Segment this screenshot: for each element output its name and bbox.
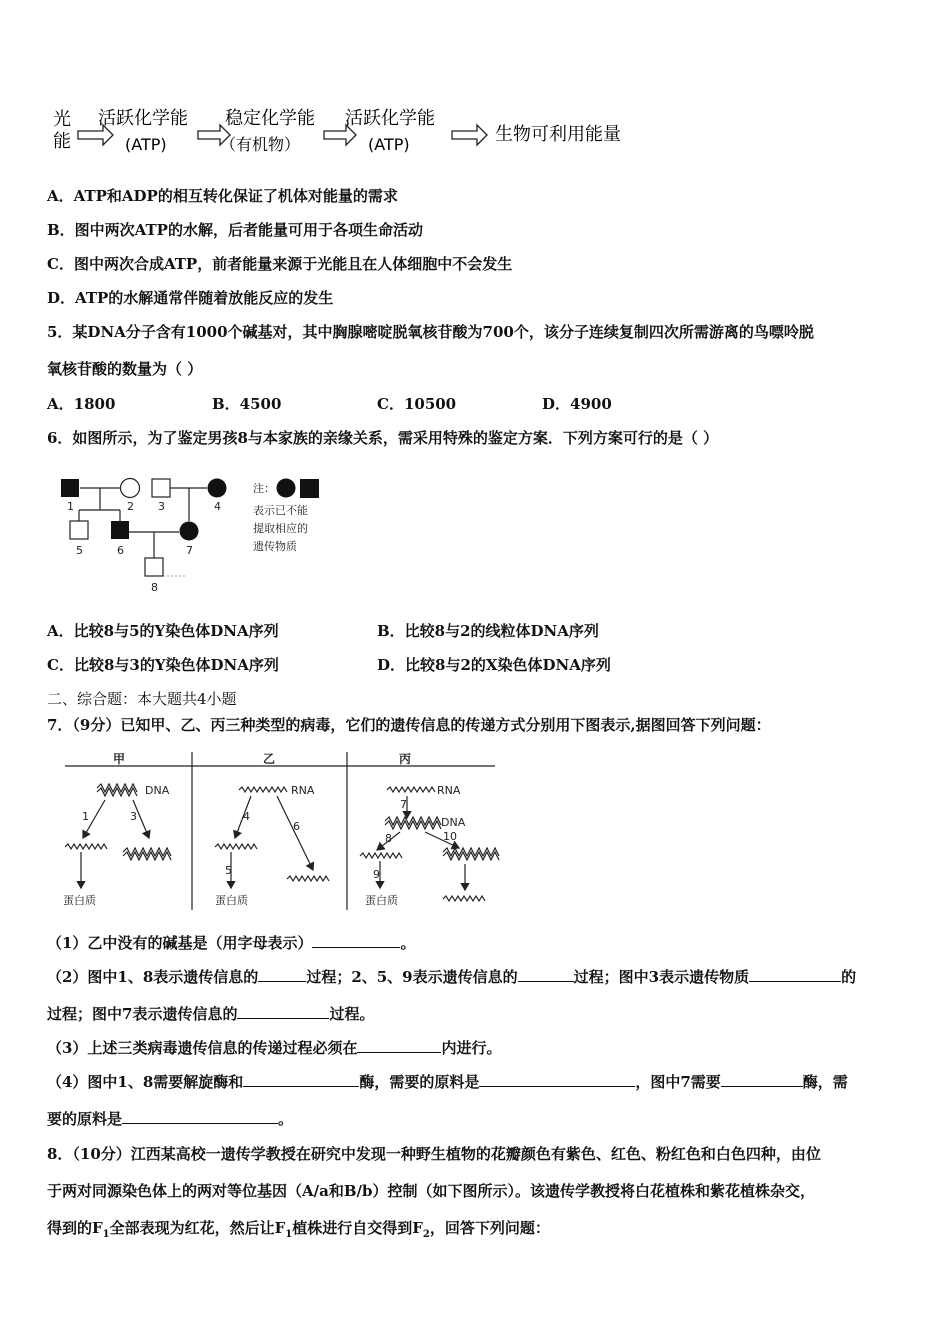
pedigree-note-line1: 表示已不能 bbox=[253, 504, 308, 517]
q7-sub4-line2 bbox=[47, 1108, 293, 1129]
q7-sub2-text-c: 过程；图中3表示遗传物质 bbox=[573, 968, 750, 986]
q8-sub-2: 1 bbox=[285, 1229, 293, 1240]
q7-sub2-text-b: 过程；2、5、9表示遗传信息的 bbox=[306, 968, 518, 986]
pedigree-individual-3 bbox=[152, 479, 170, 497]
q6-option-d: D．比较8与2的X染色体DNA序列 bbox=[377, 656, 611, 674]
q6-option-a: A．比较8与5的Y染色体DNA序列 bbox=[47, 622, 279, 640]
q6-option-c: C．比较8与3的Y染色体DNA序列 bbox=[47, 656, 279, 674]
q8-text-d: ，回答下列问题： bbox=[429, 1219, 550, 1237]
q5-option-c: C．10500 bbox=[377, 395, 457, 413]
q7-sub4-line1 bbox=[47, 1071, 848, 1092]
pedigree-individual-2 bbox=[121, 479, 140, 498]
q7-sub4-blank-3[interactable] bbox=[721, 1071, 803, 1087]
atp1-sub: (ATP) bbox=[125, 135, 167, 154]
pedigree-label-2: 2 bbox=[127, 500, 134, 513]
pedigree-label-8: 8 bbox=[151, 581, 158, 594]
jia-protein-label: 蛋白质 bbox=[63, 894, 96, 907]
q7-sub1-blank[interactable] bbox=[312, 932, 400, 948]
q7-sub2-text-e: 过程；图中7表示遗传信息的 bbox=[47, 1005, 238, 1023]
q4-option-c: C．图中两次合成ATP，前者能量来源于光能且在人体细胞中不会发生 bbox=[47, 255, 513, 273]
organic-sub: （有机物） bbox=[220, 135, 301, 154]
pedigree-note-line3: 遗传物质 bbox=[253, 540, 297, 553]
panel-header-yi: 乙 bbox=[263, 752, 276, 766]
atp2-sub: (ATP) bbox=[368, 135, 410, 154]
note-filled-circle bbox=[277, 479, 296, 498]
yi-num-6: 6 bbox=[293, 820, 300, 833]
bing-num-8: 8 bbox=[385, 832, 392, 845]
q7-sub4-blank-4[interactable] bbox=[122, 1108, 278, 1124]
panel-header-jia: 甲 bbox=[113, 752, 126, 766]
pedigree-individual-5 bbox=[70, 521, 88, 539]
jia-num-1: 1 bbox=[82, 810, 89, 823]
q7-sub4-text-a: （4）图中1、8需要解旋酶和 bbox=[47, 1073, 244, 1091]
q7-stem: 7．（9分）已知甲、乙、丙三种类型的病毒，它们的遗传信息的传递方式分别用下图表示,据图回答下列问题： bbox=[47, 716, 771, 734]
q7-sub2-text-f: 过程。 bbox=[329, 1005, 375, 1023]
atp1-title: 活跃化学能 bbox=[98, 108, 188, 129]
q7-sub2-line1 bbox=[47, 966, 856, 987]
q6-option-b: B．比较8与2的线粒体DNA序列 bbox=[377, 622, 599, 640]
q4-option-d: D．ATP的水解通常伴随着放能反应的发生 bbox=[47, 289, 334, 307]
organic-title: 稳定化学能 bbox=[225, 108, 315, 129]
q6-stem: 6．如图所示，为了鉴定男孩8与本家族的亲缘关系，需采用特殊的鉴定方案．下列方案可行的是（ ） bbox=[47, 429, 719, 447]
q5-stem-line2: 氧核苷酸的数量为（ ） bbox=[47, 360, 203, 378]
q4-option-a: A．ATP和ADP的相互转化保证了机体对能量的需求 bbox=[47, 187, 398, 205]
q7-sub4-blank-1[interactable] bbox=[243, 1071, 359, 1087]
bing-protein-label: 蛋白质 bbox=[365, 894, 398, 907]
q7-sub4-text-d: 酶，需 bbox=[802, 1073, 848, 1091]
bing-dna-label: DNA bbox=[441, 816, 466, 829]
q7-sub2-blank-3[interactable] bbox=[749, 966, 841, 982]
pedigree-individual-8 bbox=[145, 558, 163, 576]
pedigree-individual-7 bbox=[180, 522, 199, 541]
q8-stem-line2: 于两对同源染色体上的两对等位基因（A/a和B/b）控制（如下图所示）。该遗传学教授将白花植株和紫花植株杂交， bbox=[47, 1182, 815, 1200]
pedigree-diagram bbox=[55, 470, 345, 595]
bing-num-10: 10 bbox=[443, 830, 457, 843]
q5-option-d: D．4900 bbox=[542, 395, 612, 413]
atp2-title: 活跃化学能 bbox=[345, 108, 435, 129]
bing-rna-label: RNA bbox=[437, 784, 461, 797]
q8-text-a: 得到的F bbox=[47, 1219, 103, 1237]
q4-option-b: B．图中两次ATP的水解，后者能量可用于各项生命活动 bbox=[47, 221, 423, 239]
q5-stem-line1: 5．某DNA分子含有1000个碱基对，其中胸腺嘧啶脱氧核苷酸为700个，该分子连续复制四次所需游离的鸟嘌呤脱 bbox=[47, 323, 814, 341]
q7-sub4-blank-2[interactable] bbox=[479, 1071, 635, 1087]
panel-header-bing: 丙 bbox=[399, 752, 412, 766]
section-2-heading: 二、综合题：本大题共4小题 bbox=[47, 690, 237, 708]
yi-num-5: 5 bbox=[225, 864, 232, 877]
pedigree-label-1: 1 bbox=[67, 500, 74, 513]
energy-flow-diagram bbox=[45, 98, 655, 160]
light-label-2: 能 bbox=[53, 131, 71, 152]
q7-sub2-line2 bbox=[47, 1003, 374, 1024]
q8-stem-line3 bbox=[47, 1218, 550, 1245]
pedigree-note-line2: 提取相应的 bbox=[253, 522, 308, 535]
q7-sub3 bbox=[47, 1037, 501, 1058]
arrow-4 bbox=[452, 125, 487, 145]
bing-num-9: 9 bbox=[373, 868, 380, 881]
yi-protein-label: 蛋白质 bbox=[215, 894, 248, 907]
q7-sub4-text-e: 要的原料是 bbox=[47, 1110, 123, 1128]
pedigree-label-5: 5 bbox=[76, 544, 83, 557]
pedigree-note-title: 注： bbox=[253, 482, 275, 495]
q7-sub1-end: 。 bbox=[400, 934, 416, 952]
yi-rna-label: RNA bbox=[291, 784, 315, 797]
q8-text-b: 全部表现为红花，然后让F bbox=[109, 1219, 286, 1237]
yi-num-4: 4 bbox=[243, 810, 250, 823]
pedigree-label-7: 7 bbox=[186, 544, 193, 557]
jia-dna-label: DNA bbox=[145, 784, 170, 797]
q8-sub-1: 1 bbox=[102, 1229, 110, 1240]
q7-sub4-text-c: ，图中7需要 bbox=[635, 1073, 721, 1091]
q7-sub2-blank-2[interactable] bbox=[518, 966, 574, 982]
pedigree-label-3: 3 bbox=[158, 500, 165, 513]
light-label-1: 光 bbox=[53, 109, 71, 130]
q7-sub2-blank-1[interactable] bbox=[258, 966, 306, 982]
q8-sub-3: 2 bbox=[422, 1229, 430, 1240]
q5-option-a: A．1800 bbox=[47, 395, 116, 413]
final-label: 生物可利用能量 bbox=[495, 124, 621, 145]
pedigree-individual-6 bbox=[111, 521, 129, 539]
q7-sub2-text-a: （2）图中1、8表示遗传信息的 bbox=[47, 968, 259, 986]
q7-sub2-blank-4[interactable] bbox=[237, 1003, 329, 1019]
pedigree-individual-1 bbox=[61, 479, 79, 497]
q7-sub3-blank[interactable] bbox=[357, 1037, 441, 1053]
virus-info-flow-diagram bbox=[55, 748, 505, 914]
q7-sub1 bbox=[47, 932, 415, 953]
q7-sub4-text-f: 。 bbox=[278, 1110, 294, 1128]
q7-sub3-text-a: （3）上述三类病毒遗传信息的传递过程必须在 bbox=[47, 1039, 358, 1057]
pedigree-label-4: 4 bbox=[214, 500, 221, 513]
bing-num-7: 7 bbox=[400, 798, 407, 811]
jia-num-3: 3 bbox=[130, 810, 137, 823]
q8-stem-line1: 8．（10分）江西某高校一遗传学教授在研究中发现一种野生植物的花瓣颜色有紫色、红色、粉红色和白色四种，由位 bbox=[47, 1145, 821, 1163]
q8-text-c: 植株进行自交得到F bbox=[292, 1219, 423, 1237]
q7-sub2-text-d: 的 bbox=[841, 968, 857, 986]
q5-option-b: B．4500 bbox=[212, 395, 282, 413]
pedigree-label-6: 6 bbox=[117, 544, 124, 557]
q7-sub4-text-b: 酶，需要的原料是 bbox=[359, 1073, 480, 1091]
q7-sub1-text: （1）乙中没有的碱基是（用字母表示） bbox=[47, 934, 313, 952]
note-filled-square bbox=[300, 479, 319, 498]
pedigree-individual-4 bbox=[208, 479, 227, 498]
q7-sub3-text-b: 内进行。 bbox=[441, 1039, 502, 1057]
